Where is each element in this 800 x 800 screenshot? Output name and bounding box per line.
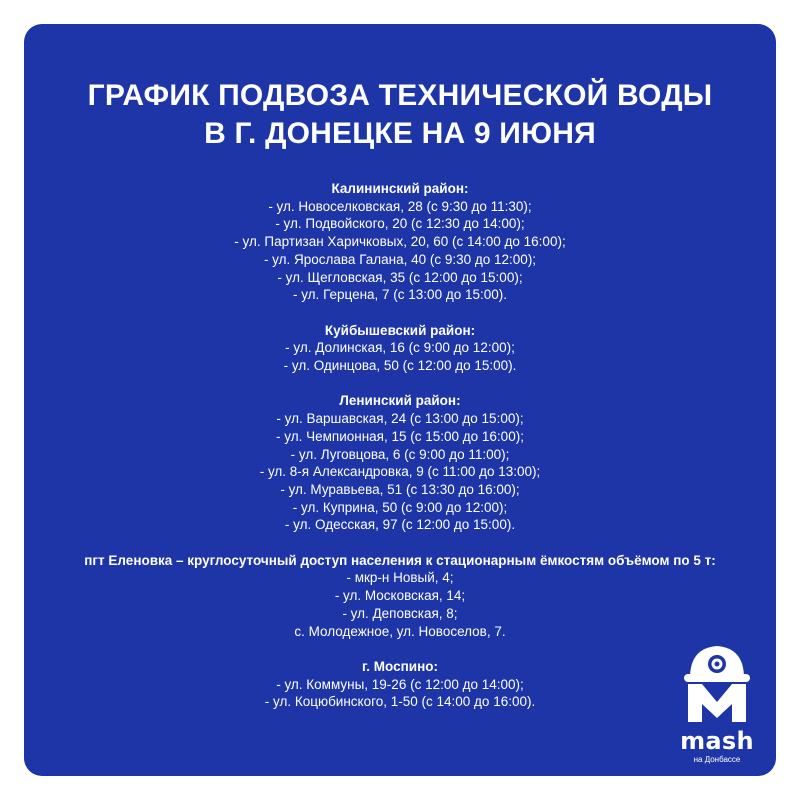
address-item: - ул. Новоселковская, 28 (с 9:30 до 11:30); <box>268 198 532 214</box>
address-item: - ул. Одинцова, 50 (с 12:00 до 15:00). <box>283 358 517 374</box>
address-item: - ул. Муравьева, 51 (с 13:30 до 16:00); <box>280 481 520 497</box>
address-item: - ул. Деповская, 8; <box>342 605 458 621</box>
address-item: - ул. 8-я Александровка, 9 (с 11:00 до 13:00); <box>259 464 541 480</box>
address-item: - ул. Варшавская, 24 (с 13:00 до 15:00); <box>276 411 524 427</box>
district-section <box>24 552 776 641</box>
address-item: - ул. Одесская, 97 (с 12:00 до 15:00). <box>284 517 516 533</box>
district-section <box>24 180 776 304</box>
address-item: - ул. Ярослава Галана, 40 (с 9:30 до 12:00); <box>263 251 537 267</box>
address-item: - ул. Герцена, 7 (с 13:00 до 15:00). <box>292 287 507 303</box>
address-item: - ул. Куприна, 50 (с 9:00 до 12:00); <box>292 499 508 515</box>
district-section <box>24 392 776 534</box>
address-item: - ул. Московская, 14; <box>334 588 466 604</box>
address-item: - ул. Долинская, 16 (с 9:00 до 12:00); <box>285 340 515 356</box>
address-item: - мкр-н Новый, 4; <box>346 570 454 586</box>
mash-helmet-m-icon <box>672 634 762 726</box>
district-heading: Куйбышевский район: <box>324 322 476 338</box>
address-item: - ул. Щегловская, 35 (с 12:00 до 15:00); <box>277 269 523 285</box>
logo-wordmark: mash <box>680 727 754 755</box>
address-item: - ул. Коцюбинского, 1-50 (с 14:00 до 16:00). <box>264 694 536 710</box>
address-item: - ул. Коммуны, 19-26 (с 12:00 до 14:00); <box>276 676 524 692</box>
logo-subtitle: на Донбассе <box>693 755 741 764</box>
schedule-body <box>24 180 776 729</box>
district-heading: Ленинский район: <box>339 393 461 409</box>
district-section <box>24 322 776 375</box>
address-item: - ул. Партизан Харичковых, 20, 60 (с 14:00 до 16:00); <box>234 234 566 250</box>
mash-logo <box>672 634 762 784</box>
address-item: - ул. Луговцова, 6 (с 9:00 до 11:00); <box>290 446 510 462</box>
title-line-1: ГРАФИК ПОДВОЗА ТЕХНИЧЕСКОЙ ВОДЫ <box>87 79 713 112</box>
district-heading: г. Моспино: <box>362 658 438 674</box>
page-title <box>24 77 776 153</box>
address-item: с. Молодежное, ул. Новоселов, 7. <box>294 623 506 639</box>
district-section <box>24 658 776 711</box>
title-line-2: В Г. ДОНЕЦКЕ НА 9 ИЮНЯ <box>204 117 596 150</box>
announcement-card <box>24 24 776 776</box>
address-item: - ул. Чемпионная, 15 (с 15:00 до 16:00); <box>276 428 524 444</box>
district-heading: пгт Еленовка – круглосуточный доступ населения к стационарным ёмкостям объёмом по 5 т: <box>84 552 716 568</box>
district-heading: Калининский район: <box>331 181 469 196</box>
address-item: - ул. Подвойского, 20 (с 12:30 до 14:00); <box>275 216 525 232</box>
